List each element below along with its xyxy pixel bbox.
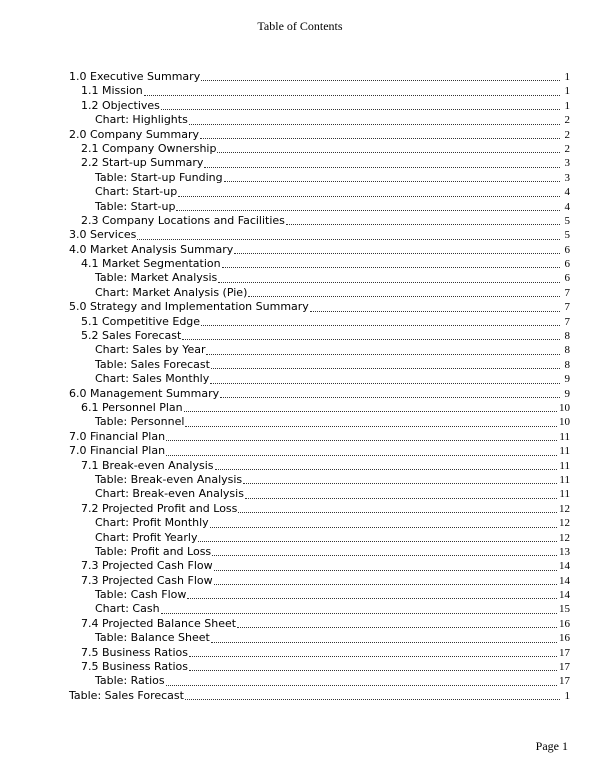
- toc-entry[interactable]: [69, 430, 570, 444]
- toc-dot-leader: [248, 296, 560, 297]
- toc-entry[interactable]: [69, 473, 570, 487]
- toc-entry-label: 2.2 Start-up Summary: [81, 156, 204, 170]
- toc-entry[interactable]: [69, 502, 570, 516]
- toc-entry[interactable]: [69, 401, 570, 415]
- toc-dot-leader: [234, 253, 560, 254]
- toc-dot-leader: [214, 584, 557, 585]
- toc-entry[interactable]: [69, 631, 570, 645]
- toc-entry-page: 2: [564, 114, 570, 127]
- toc-entry-page: 5: [564, 229, 570, 242]
- toc-entry[interactable]: [69, 459, 570, 473]
- toc-entry-page: 7: [564, 315, 570, 328]
- toc-entry-label: Table: Profit and Loss: [95, 544, 212, 558]
- toc-entry-label: 4.0 Market Analysis Summary: [69, 242, 234, 256]
- toc-dot-leader: [204, 167, 560, 168]
- toc-entry[interactable]: [69, 84, 570, 98]
- toc-entry-page: 2: [564, 142, 570, 155]
- toc-entry-page: 11: [559, 473, 570, 486]
- toc-entry[interactable]: [69, 574, 570, 588]
- toc-entry-page: 11: [559, 459, 570, 472]
- toc-entry-label: Chart: Profit Monthly: [95, 516, 209, 530]
- toc-dot-leader: [222, 267, 560, 268]
- toc-entry[interactable]: [69, 516, 570, 530]
- toc-entry-label: Table: Start-up: [95, 199, 176, 213]
- toc-dot-leader: [187, 598, 557, 599]
- toc-entry[interactable]: [69, 113, 570, 127]
- toc-entry[interactable]: [69, 142, 570, 156]
- toc-entry-page: 9: [564, 387, 570, 400]
- toc-dot-leader: [224, 181, 560, 182]
- toc-entry[interactable]: [69, 128, 570, 142]
- toc-entry-label: 1.2 Objectives: [81, 98, 160, 112]
- toc-entry-label: 2.3 Company Locations and Facilities: [81, 213, 285, 227]
- toc-entry-page: 11: [559, 488, 570, 501]
- toc-entry[interactable]: [69, 200, 570, 214]
- toc-entry-label: Chart: Highlights: [95, 113, 188, 127]
- toc-dot-leader: [218, 282, 560, 283]
- toc-dot-leader: [201, 80, 560, 81]
- toc-entry-label: 1.1 Mission: [81, 84, 143, 98]
- toc-entry-label: Table: Break-even Analysis: [95, 472, 243, 486]
- toc-entry-page: 1: [564, 85, 570, 98]
- toc-entry-label: 5.2 Sales Forecast: [81, 329, 182, 343]
- toc-dot-leader: [286, 224, 560, 225]
- toc-entry-page: 14: [559, 589, 570, 602]
- toc-entry-page: 15: [559, 603, 570, 616]
- toc-entry-page: 1: [564, 689, 570, 702]
- toc-entry-page: 17: [559, 661, 570, 674]
- toc-dot-leader: [166, 685, 557, 686]
- toc-dot-leader: [310, 311, 560, 312]
- toc-entry-label: Table: Sales Forecast: [95, 357, 210, 371]
- toc-entry-page: 11: [559, 445, 570, 458]
- toc-entry[interactable]: [69, 646, 570, 660]
- toc-entry-page: 3: [564, 171, 570, 184]
- toc-entry-page: 7: [564, 301, 570, 314]
- toc-dot-leader: [210, 527, 557, 528]
- toc-entry-label: 4.1 Market Segmentation: [81, 257, 221, 271]
- toc-entry-page: 8: [564, 358, 570, 371]
- toc-dot-leader: [137, 239, 560, 240]
- toc-entry[interactable]: [69, 300, 570, 314]
- toc-dot-leader: [206, 354, 560, 355]
- toc-dot-leader: [166, 455, 557, 456]
- toc-entry-page: 14: [559, 560, 570, 573]
- toc-entry-label: 6.1 Personnel Plan: [81, 400, 183, 414]
- toc-entry[interactable]: [69, 99, 570, 113]
- toc-entry[interactable]: [69, 617, 570, 631]
- toc-entry-label: Chart: Cash: [95, 602, 160, 616]
- toc-entry-page: 10: [559, 401, 570, 414]
- toc-entry-page: 17: [559, 675, 570, 688]
- toc-entry-label: 7.3 Projected Cash Flow: [81, 559, 213, 573]
- toc-dot-leader: [220, 397, 560, 398]
- toc-dot-leader: [161, 109, 560, 110]
- toc-entry-label: Chart: Start-up: [95, 185, 178, 199]
- toc-entry-page: 16: [559, 617, 570, 630]
- toc-dot-leader: [238, 512, 557, 513]
- toc-dot-leader: [189, 670, 557, 671]
- toc-entry[interactable]: [69, 660, 570, 674]
- toc-entry[interactable]: [69, 588, 570, 602]
- toc-entry[interactable]: [69, 70, 570, 84]
- toc-entry-page: 12: [559, 517, 570, 530]
- toc-dot-leader: [176, 210, 560, 211]
- toc-entry[interactable]: [69, 602, 570, 616]
- toc-dot-leader: [214, 570, 557, 571]
- toc-dot-leader: [215, 469, 558, 470]
- toc-entry-page: 1: [564, 99, 570, 112]
- toc-dot-leader: [198, 541, 557, 542]
- toc-entry-label: Table: Personnel: [95, 415, 185, 429]
- toc-dot-leader: [184, 411, 557, 412]
- toc-dot-leader: [237, 627, 557, 628]
- toc-entry-label: 7.5 Business Ratios: [81, 660, 188, 674]
- toc-dot-leader: [166, 440, 557, 441]
- toc-entry-page: 4: [564, 200, 570, 213]
- toc-entry-page: 17: [559, 646, 570, 659]
- toc-entry[interactable]: [69, 329, 570, 343]
- toc-entry-page: 1: [564, 71, 570, 83]
- toc-entry-label: Table: Cash Flow: [95, 588, 187, 602]
- toc-entry[interactable]: [69, 372, 570, 386]
- toc-entry-label: 7.5 Business Ratios: [81, 645, 188, 659]
- toc-entry-label: Table: Market Analysis: [95, 271, 218, 285]
- toc-entry-label: 7.0 Financial Plan: [69, 429, 166, 443]
- toc-dot-leader: [189, 124, 560, 125]
- toc-dot-leader: [211, 368, 560, 369]
- toc-entry-label: Table: Ratios: [95, 674, 165, 688]
- toc-entry[interactable]: [69, 214, 570, 228]
- toc-entry-label: 7.1 Break-even Analysis: [81, 458, 214, 472]
- toc-dot-leader: [189, 656, 557, 657]
- toc-entry-label: Chart: Sales Monthly: [95, 372, 210, 386]
- toc-entry-page: 13: [559, 545, 570, 558]
- toc-entry-page: 8: [564, 344, 570, 357]
- page-title: Table of Contents: [257, 19, 343, 33]
- toc-entry[interactable]: [69, 257, 570, 271]
- toc-entry-label: 7.0 Financial Plan: [69, 444, 166, 458]
- toc-entry-page: 11: [559, 430, 570, 443]
- toc-entry[interactable]: [69, 228, 570, 242]
- toc-entry-page: 2: [564, 128, 570, 141]
- toc-entry-page: 6: [564, 243, 570, 256]
- toc-dot-leader: [210, 383, 560, 384]
- toc-entry-label: Table: Start-up Funding: [95, 170, 223, 184]
- toc-dot-leader: [211, 642, 557, 643]
- toc-entry-label: 3.0 Services: [69, 228, 137, 242]
- toc-entry[interactable]: [69, 156, 570, 170]
- toc-dot-leader: [243, 483, 557, 484]
- toc-entry[interactable]: [69, 343, 570, 357]
- toc-entry-label: Chart: Break-even Analysis: [95, 487, 244, 501]
- toc-entry-page: 7: [564, 286, 570, 299]
- toc-entry[interactable]: [69, 185, 570, 199]
- toc-entry[interactable]: [69, 271, 570, 285]
- toc-entry-label: 5.1 Competitive Edge: [81, 314, 201, 328]
- toc-dot-leader: [217, 152, 560, 153]
- toc-entry[interactable]: [69, 689, 570, 703]
- toc-entry-page: 6: [564, 272, 570, 285]
- toc-entry-label: 5.0 Strategy and Implementation Summary: [69, 300, 309, 314]
- toc-entry-page: 16: [559, 632, 570, 645]
- toc-entry-label: Table: Balance Sheet: [95, 631, 210, 645]
- toc-entry-label: Chart: Profit Yearly: [95, 530, 198, 544]
- page-number: Page 1: [535, 739, 568, 753]
- toc-entry-page: 10: [559, 416, 570, 429]
- toc-entry[interactable]: [69, 358, 570, 372]
- toc-entry-label: 7.3 Projected Cash Flow: [81, 573, 213, 587]
- toc-dot-leader: [185, 426, 557, 427]
- toc-dot-leader: [185, 699, 560, 700]
- toc-dot-leader: [161, 613, 557, 614]
- toc-dot-leader: [178, 196, 560, 197]
- toc-dot-leader: [144, 95, 560, 96]
- toc-entry[interactable]: [69, 171, 570, 185]
- toc-entry[interactable]: [69, 674, 570, 688]
- toc-entry[interactable]: [69, 559, 570, 573]
- toc-entry[interactable]: [69, 286, 570, 300]
- toc-entry[interactable]: [69, 487, 570, 501]
- toc-entry[interactable]: [69, 315, 570, 329]
- toc-entry-label: 2.1 Company Ownership: [81, 141, 217, 155]
- toc-entry[interactable]: [69, 387, 570, 401]
- toc-entry-page: 12: [559, 502, 570, 515]
- toc-entry-page: 9: [564, 373, 570, 386]
- toc-entry-page: 5: [564, 214, 570, 227]
- toc-entry-page: 14: [559, 574, 570, 587]
- toc-dot-leader: [201, 325, 560, 326]
- toc-entry[interactable]: [69, 531, 570, 545]
- toc-entry-page: 8: [564, 330, 570, 343]
- toc-entry[interactable]: [69, 545, 570, 559]
- toc-dot-leader: [200, 138, 560, 139]
- toc-entry-page: 12: [559, 531, 570, 544]
- toc-entry[interactable]: [69, 415, 570, 429]
- toc-entry-label: 1.0 Executive Summary: [69, 70, 201, 83]
- toc-entry-label: 7.4 Projected Balance Sheet: [81, 616, 237, 630]
- table-of-contents: [69, 70, 570, 703]
- toc-entry-page: 3: [564, 157, 570, 170]
- toc-entry-label: 6.0 Management Summary: [69, 386, 220, 400]
- toc-entry[interactable]: [69, 444, 570, 458]
- toc-entry-page: 6: [564, 258, 570, 271]
- toc-entry-label: 2.0 Company Summary: [69, 127, 199, 141]
- toc-dot-leader: [245, 498, 557, 499]
- toc-dot-leader: [212, 555, 557, 556]
- toc-dot-leader: [182, 339, 560, 340]
- toc-entry-label: Chart: Market Analysis (Pie): [95, 285, 248, 299]
- toc-entry-page: 4: [564, 186, 570, 199]
- toc-entry[interactable]: [69, 243, 570, 257]
- toc-entry-label: Chart: Sales by Year: [95, 343, 206, 357]
- toc-entry-label: Table: Sales Forecast: [69, 688, 184, 702]
- toc-entry-label: 7.2 Projected Profit and Loss: [81, 501, 238, 515]
